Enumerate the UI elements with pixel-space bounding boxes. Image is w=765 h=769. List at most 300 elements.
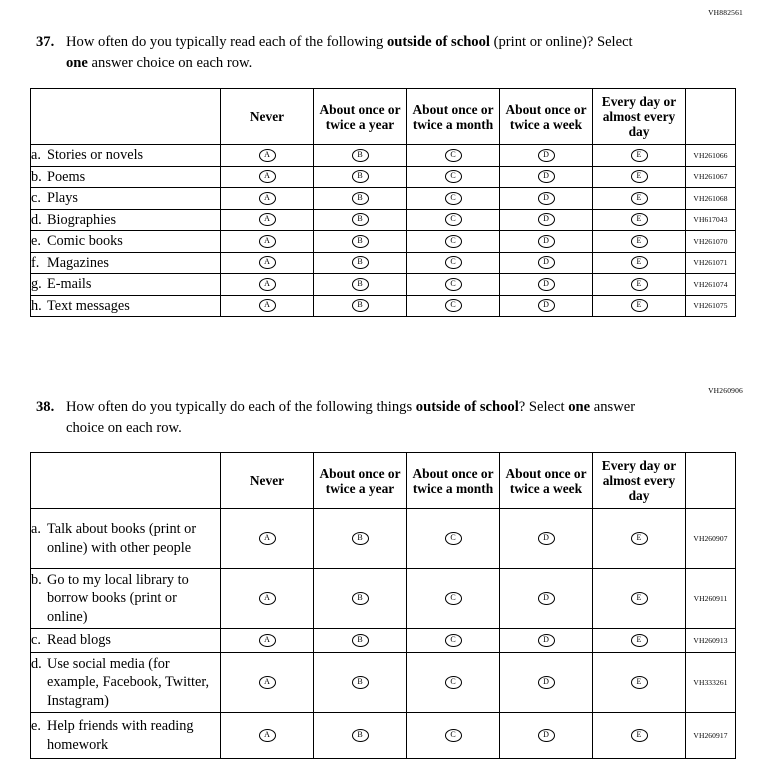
plain-text: answer choice on each row. bbox=[66, 399, 636, 436]
radio-cell[interactable] bbox=[314, 209, 407, 231]
row-letter: b. bbox=[31, 168, 42, 185]
row-label-text: Plays bbox=[47, 190, 78, 207]
column-header-3: About once or twice a month bbox=[407, 89, 500, 145]
radio-cell[interactable] bbox=[314, 145, 407, 167]
row-letter: f. bbox=[31, 254, 40, 271]
radio-option-d[interactable] bbox=[538, 592, 555, 605]
radio-cell[interactable] bbox=[314, 509, 407, 569]
radio-cell[interactable] bbox=[407, 188, 500, 210]
plain-text: answer choice on each row. bbox=[87, 54, 253, 71]
radio-letter: C bbox=[450, 257, 456, 267]
row-label-text: Magazines bbox=[47, 254, 109, 271]
radio-letter: E bbox=[636, 192, 642, 202]
radio-option-d[interactable] bbox=[538, 192, 555, 205]
table-row bbox=[31, 509, 736, 569]
radio-cell[interactable] bbox=[500, 209, 593, 231]
radio-option-a[interactable] bbox=[259, 299, 276, 312]
radio-letter: B bbox=[357, 300, 363, 310]
radio-cell[interactable] bbox=[407, 509, 500, 569]
radio-letter: E bbox=[636, 300, 642, 310]
radio-option-c[interactable] bbox=[445, 592, 462, 605]
radio-cell[interactable] bbox=[593, 274, 686, 296]
row-label-cell bbox=[31, 274, 221, 296]
radio-option-e[interactable] bbox=[631, 170, 648, 183]
radio-letter: E bbox=[636, 214, 642, 224]
radio-letter: D bbox=[543, 730, 549, 740]
radio-option-e[interactable] bbox=[631, 235, 648, 248]
radio-option-e[interactable] bbox=[631, 676, 648, 689]
row-code: VH261075 bbox=[686, 295, 736, 317]
radio-letter: A bbox=[264, 635, 270, 645]
radio-cell[interactable] bbox=[407, 629, 500, 653]
row-label-cell bbox=[31, 252, 221, 274]
radio-cell[interactable] bbox=[500, 145, 593, 167]
radio-letter: E bbox=[636, 257, 642, 267]
row-code: VH333261 bbox=[686, 653, 736, 713]
radio-cell[interactable] bbox=[221, 653, 314, 713]
radio-option-b[interactable] bbox=[352, 256, 369, 269]
radio-cell[interactable] bbox=[314, 231, 407, 253]
radio-cell[interactable] bbox=[407, 713, 500, 759]
radio-cell[interactable] bbox=[221, 295, 314, 317]
radio-cell[interactable] bbox=[314, 713, 407, 759]
column-header-2: About once or twice a year bbox=[314, 89, 407, 145]
radio-letter: D bbox=[543, 149, 549, 159]
radio-option-a[interactable] bbox=[259, 149, 276, 162]
radio-letter: A bbox=[264, 730, 270, 740]
row-code: VH261070 bbox=[686, 231, 736, 253]
radio-option-e[interactable] bbox=[631, 299, 648, 312]
radio-option-a[interactable] bbox=[259, 192, 276, 205]
radio-letter: A bbox=[264, 677, 270, 687]
radio-cell[interactable] bbox=[500, 295, 593, 317]
radio-letter: A bbox=[264, 593, 270, 603]
row-code: VH260907 bbox=[686, 509, 736, 569]
radio-cell[interactable] bbox=[407, 145, 500, 167]
column-header-5: Every day or almost every day bbox=[593, 89, 686, 145]
radio-option-c[interactable] bbox=[445, 235, 462, 248]
radio-option-c[interactable] bbox=[445, 278, 462, 291]
table-body-37 bbox=[31, 145, 736, 317]
radio-cell[interactable] bbox=[593, 629, 686, 653]
radio-letter: B bbox=[357, 677, 363, 687]
radio-cell[interactable] bbox=[314, 653, 407, 713]
radio-letter: D bbox=[543, 235, 549, 245]
radio-letter: D bbox=[543, 300, 549, 310]
row-label-cell bbox=[31, 145, 221, 167]
radio-cell[interactable] bbox=[221, 509, 314, 569]
radio-option-b[interactable] bbox=[352, 592, 369, 605]
radio-letter: C bbox=[450, 149, 456, 159]
radio-letter: B bbox=[357, 278, 363, 288]
table-row bbox=[31, 145, 736, 167]
radio-cell[interactable] bbox=[593, 295, 686, 317]
radio-letter: B bbox=[357, 192, 363, 202]
radio-letter: B bbox=[357, 533, 363, 543]
radio-letter: C bbox=[450, 533, 456, 543]
radio-cell[interactable] bbox=[314, 166, 407, 188]
radio-cell[interactable] bbox=[221, 713, 314, 759]
radio-cell[interactable] bbox=[221, 188, 314, 210]
radio-letter: A bbox=[264, 149, 270, 159]
radio-cell[interactable] bbox=[500, 653, 593, 713]
radio-letter: A bbox=[264, 192, 270, 202]
table-header-row bbox=[31, 453, 736, 509]
radio-option-b[interactable] bbox=[352, 532, 369, 545]
row-label-text: Read blogs bbox=[47, 632, 111, 649]
radio-letter: B bbox=[357, 635, 363, 645]
radio-option-b[interactable] bbox=[352, 235, 369, 248]
radio-option-a[interactable] bbox=[259, 213, 276, 226]
row-letter: c. bbox=[31, 632, 41, 649]
radio-option-c[interactable] bbox=[445, 192, 462, 205]
row-label-text: Help friends with reading homework bbox=[47, 718, 194, 753]
row-label-text: Use social media (for example, Facebook, Twitter, Instagram) bbox=[47, 656, 210, 709]
column-header-4: About once or twice a week bbox=[500, 89, 593, 145]
radio-cell[interactable] bbox=[221, 629, 314, 653]
radio-cell[interactable] bbox=[314, 274, 407, 296]
radio-option-e[interactable] bbox=[631, 592, 648, 605]
row-code: VH260911 bbox=[686, 569, 736, 629]
radio-cell[interactable] bbox=[407, 295, 500, 317]
radio-option-c[interactable] bbox=[445, 634, 462, 647]
radio-letter: D bbox=[543, 593, 549, 603]
radio-option-d[interactable] bbox=[538, 729, 555, 742]
radio-letter: A bbox=[264, 214, 270, 224]
radio-letter: C bbox=[450, 278, 456, 288]
radio-letter: A bbox=[264, 300, 270, 310]
radio-letter: D bbox=[543, 214, 549, 224]
radio-cell[interactable] bbox=[593, 509, 686, 569]
column-header-1: Never bbox=[221, 89, 314, 145]
radio-cell[interactable] bbox=[314, 629, 407, 653]
radio-option-c[interactable] bbox=[445, 532, 462, 545]
table-row bbox=[31, 231, 736, 253]
header-blank-cell bbox=[31, 89, 221, 145]
radio-option-a[interactable] bbox=[259, 235, 276, 248]
radio-cell[interactable] bbox=[593, 145, 686, 167]
question-heading-37 bbox=[36, 32, 656, 73]
row-letter: b. bbox=[31, 572, 42, 589]
radio-cell[interactable] bbox=[500, 274, 593, 296]
radio-option-e[interactable] bbox=[631, 532, 648, 545]
row-code: VH260917 bbox=[686, 713, 736, 759]
row-letter: a. bbox=[31, 521, 41, 538]
row-label-cell bbox=[31, 231, 221, 253]
radio-letter: C bbox=[450, 677, 456, 687]
radio-letter: C bbox=[450, 635, 456, 645]
radio-cell[interactable] bbox=[593, 653, 686, 713]
radio-cell[interactable] bbox=[407, 231, 500, 253]
radio-option-b[interactable] bbox=[352, 299, 369, 312]
radio-letter: D bbox=[543, 677, 549, 687]
radio-letter: A bbox=[264, 171, 270, 181]
radio-option-c[interactable] bbox=[445, 149, 462, 162]
radio-option-a[interactable] bbox=[259, 256, 276, 269]
radio-option-a[interactable] bbox=[259, 278, 276, 291]
radio-cell[interactable] bbox=[593, 209, 686, 231]
radio-cell[interactable] bbox=[407, 274, 500, 296]
table-row bbox=[31, 629, 736, 653]
radio-option-e[interactable] bbox=[631, 634, 648, 647]
table-row bbox=[31, 188, 736, 210]
radio-cell[interactable] bbox=[314, 295, 407, 317]
survey-table-38 bbox=[30, 452, 736, 759]
radio-letter: E bbox=[636, 593, 642, 603]
radio-cell[interactable] bbox=[500, 188, 593, 210]
radio-cell[interactable] bbox=[221, 209, 314, 231]
radio-letter: B bbox=[357, 257, 363, 267]
radio-option-d[interactable] bbox=[538, 149, 555, 162]
radio-letter: A bbox=[264, 235, 270, 245]
table-body-38 bbox=[31, 509, 736, 759]
row-label-text: Talk about books (print or online) with other people bbox=[47, 521, 197, 556]
row-letter: e. bbox=[31, 718, 41, 735]
radio-letter: C bbox=[450, 171, 456, 181]
radio-cell[interactable] bbox=[314, 252, 407, 274]
row-label-text: Comic books bbox=[47, 233, 123, 250]
radio-letter: E bbox=[636, 235, 642, 245]
emphasis-text: one bbox=[568, 399, 591, 415]
radio-cell[interactable] bbox=[407, 209, 500, 231]
row-code: VH261071 bbox=[686, 252, 736, 274]
radio-letter: B bbox=[357, 593, 363, 603]
table-row bbox=[31, 166, 736, 188]
table-row bbox=[31, 252, 736, 274]
radio-option-d[interactable] bbox=[538, 256, 555, 269]
radio-cell[interactable] bbox=[593, 569, 686, 629]
row-code: VH261074 bbox=[686, 274, 736, 296]
radio-option-d[interactable] bbox=[538, 532, 555, 545]
radio-letter: B bbox=[357, 235, 363, 245]
question-heading-38 bbox=[36, 397, 656, 438]
radio-option-c[interactable] bbox=[445, 213, 462, 226]
row-code: VH617043 bbox=[686, 209, 736, 231]
row-label-cell bbox=[31, 295, 221, 317]
column-header-2: About once or twice a year bbox=[314, 453, 407, 509]
radio-option-a[interactable] bbox=[259, 634, 276, 647]
radio-option-b[interactable] bbox=[352, 213, 369, 226]
radio-option-d[interactable] bbox=[538, 278, 555, 291]
radio-option-d[interactable] bbox=[538, 676, 555, 689]
row-letter: d. bbox=[31, 211, 42, 228]
radio-option-d[interactable] bbox=[538, 634, 555, 647]
radio-cell[interactable] bbox=[221, 231, 314, 253]
radio-option-c[interactable] bbox=[445, 729, 462, 742]
table-row bbox=[31, 713, 736, 759]
radio-option-b[interactable] bbox=[352, 170, 369, 183]
radio-option-a[interactable] bbox=[259, 676, 276, 689]
radio-letter: A bbox=[264, 278, 270, 288]
row-letter: c. bbox=[31, 190, 41, 207]
radio-letter: A bbox=[264, 533, 270, 543]
radio-letter: D bbox=[543, 257, 549, 267]
radio-cell[interactable] bbox=[407, 569, 500, 629]
row-label-cell bbox=[31, 209, 221, 231]
radio-cell[interactable] bbox=[593, 231, 686, 253]
radio-cell[interactable] bbox=[500, 629, 593, 653]
plain-text: ? Select bbox=[518, 399, 569, 415]
row-label-text: Poems bbox=[47, 168, 86, 185]
row-label-text: Text messages bbox=[47, 297, 130, 314]
header-code-cell bbox=[686, 453, 736, 509]
radio-option-b[interactable] bbox=[352, 149, 369, 162]
radio-letter: D bbox=[543, 635, 549, 645]
question-number-38: 38. bbox=[36, 399, 55, 415]
radio-letter: B bbox=[357, 730, 363, 740]
radio-letter: E bbox=[636, 635, 642, 645]
row-code: VH261066 bbox=[686, 145, 736, 167]
row-label-cell bbox=[31, 509, 221, 569]
radio-letter: B bbox=[357, 149, 363, 159]
question-number-37: 37. bbox=[36, 34, 55, 50]
radio-option-b[interactable] bbox=[352, 634, 369, 647]
radio-cell[interactable] bbox=[500, 252, 593, 274]
row-letter: d. bbox=[31, 656, 42, 673]
radio-option-a[interactable] bbox=[259, 592, 276, 605]
survey-table-37 bbox=[30, 88, 736, 317]
column-header-1: Never bbox=[221, 453, 314, 509]
radio-letter: C bbox=[450, 593, 456, 603]
radio-letter: D bbox=[543, 533, 549, 543]
row-label-cell bbox=[31, 713, 221, 759]
radio-cell[interactable] bbox=[593, 713, 686, 759]
radio-option-e[interactable] bbox=[631, 149, 648, 162]
row-letter: a. bbox=[31, 147, 41, 164]
row-label-text: Go to my local library to borrow books (print or online) bbox=[47, 572, 189, 625]
radio-option-b[interactable] bbox=[352, 278, 369, 291]
radio-option-d[interactable] bbox=[538, 213, 555, 226]
radio-option-d[interactable] bbox=[538, 299, 555, 312]
radio-option-b[interactable] bbox=[352, 729, 369, 742]
question-text-38 bbox=[66, 397, 656, 438]
radio-cell[interactable] bbox=[221, 274, 314, 296]
row-label-text: Biographies bbox=[47, 211, 117, 228]
radio-option-b[interactable] bbox=[352, 676, 369, 689]
table-header-row bbox=[31, 89, 736, 145]
emphasis-text: one bbox=[66, 54, 88, 71]
radio-letter: C bbox=[450, 192, 456, 202]
row-label-cell bbox=[31, 188, 221, 210]
emphasis-text: outside of school bbox=[386, 34, 490, 50]
radio-option-e[interactable] bbox=[631, 192, 648, 205]
plain-text: How often do you typically do each of the following things bbox=[66, 399, 416, 415]
table-header-38 bbox=[31, 453, 736, 509]
radio-cell[interactable] bbox=[407, 653, 500, 713]
table-row bbox=[31, 569, 736, 629]
question-text-37 bbox=[66, 32, 656, 73]
radio-letter: D bbox=[543, 192, 549, 202]
radio-cell[interactable] bbox=[593, 188, 686, 210]
row-label-cell bbox=[31, 166, 221, 188]
radio-letter: C bbox=[450, 235, 456, 245]
row-letter: g. bbox=[31, 276, 42, 293]
radio-cell[interactable] bbox=[593, 166, 686, 188]
radio-letter: B bbox=[357, 214, 363, 224]
radio-option-c[interactable] bbox=[445, 256, 462, 269]
table-row bbox=[31, 653, 736, 713]
emphasis-text: outside of school bbox=[415, 399, 519, 415]
radio-letter: E bbox=[636, 730, 642, 740]
radio-option-a[interactable] bbox=[259, 729, 276, 742]
radio-letter: C bbox=[450, 730, 456, 740]
row-label-cell bbox=[31, 569, 221, 629]
radio-option-a[interactable] bbox=[259, 532, 276, 545]
row-label-text: Stories or novels bbox=[47, 147, 144, 164]
column-header-3: About once or twice a month bbox=[407, 453, 500, 509]
radio-cell[interactable] bbox=[221, 569, 314, 629]
radio-option-e[interactable] bbox=[631, 213, 648, 226]
row-letter: h. bbox=[31, 297, 42, 314]
radio-cell[interactable] bbox=[407, 166, 500, 188]
radio-option-b[interactable] bbox=[352, 192, 369, 205]
table-header-37 bbox=[31, 89, 736, 145]
radio-letter: D bbox=[543, 278, 549, 288]
radio-option-e[interactable] bbox=[631, 729, 648, 742]
plain-text: (print or online)? Select bbox=[489, 34, 633, 50]
radio-cell[interactable] bbox=[500, 569, 593, 629]
radio-cell[interactable] bbox=[500, 231, 593, 253]
radio-option-c[interactable] bbox=[445, 676, 462, 689]
radio-option-e[interactable] bbox=[631, 278, 648, 291]
radio-option-d[interactable] bbox=[538, 170, 555, 183]
radio-letter: E bbox=[636, 677, 642, 687]
question-code-37: VH882561 bbox=[708, 8, 743, 17]
row-label-cell bbox=[31, 629, 221, 653]
radio-cell[interactable] bbox=[500, 166, 593, 188]
row-code: VH260913 bbox=[686, 629, 736, 653]
radio-cell[interactable] bbox=[593, 252, 686, 274]
radio-letter: B bbox=[357, 171, 363, 181]
radio-letter: E bbox=[636, 171, 642, 181]
radio-letter: E bbox=[636, 533, 642, 543]
radio-cell[interactable] bbox=[407, 252, 500, 274]
radio-option-a[interactable] bbox=[259, 170, 276, 183]
radio-letter: D bbox=[543, 171, 549, 181]
header-blank-cell bbox=[31, 453, 221, 509]
header-code-cell bbox=[686, 89, 736, 145]
radio-option-c[interactable] bbox=[445, 299, 462, 312]
radio-option-e[interactable] bbox=[631, 256, 648, 269]
radio-cell[interactable] bbox=[314, 188, 407, 210]
plain-text: How often do you typically read each of the following bbox=[66, 34, 387, 50]
radio-cell[interactable] bbox=[221, 166, 314, 188]
radio-cell[interactable] bbox=[221, 145, 314, 167]
radio-letter: E bbox=[636, 278, 642, 288]
radio-letter: E bbox=[636, 149, 642, 159]
radio-cell[interactable] bbox=[314, 569, 407, 629]
row-label-cell bbox=[31, 653, 221, 713]
radio-option-c[interactable] bbox=[445, 170, 462, 183]
question-code-38: VH260906 bbox=[708, 386, 743, 395]
column-header-4: About once or twice a week bbox=[500, 453, 593, 509]
radio-letter: C bbox=[450, 214, 456, 224]
radio-option-d[interactable] bbox=[538, 235, 555, 248]
row-code: VH261068 bbox=[686, 188, 736, 210]
column-header-5: Every day or almost every day bbox=[593, 453, 686, 509]
row-label-text: E-mails bbox=[47, 276, 92, 293]
table-row bbox=[31, 295, 736, 317]
table-row bbox=[31, 274, 736, 296]
table-row bbox=[31, 209, 736, 231]
radio-cell[interactable] bbox=[500, 509, 593, 569]
row-letter: e. bbox=[31, 233, 41, 250]
row-code: VH261067 bbox=[686, 166, 736, 188]
radio-cell[interactable] bbox=[221, 252, 314, 274]
radio-letter: A bbox=[264, 257, 270, 267]
radio-letter: C bbox=[450, 300, 456, 310]
radio-cell[interactable] bbox=[500, 713, 593, 759]
